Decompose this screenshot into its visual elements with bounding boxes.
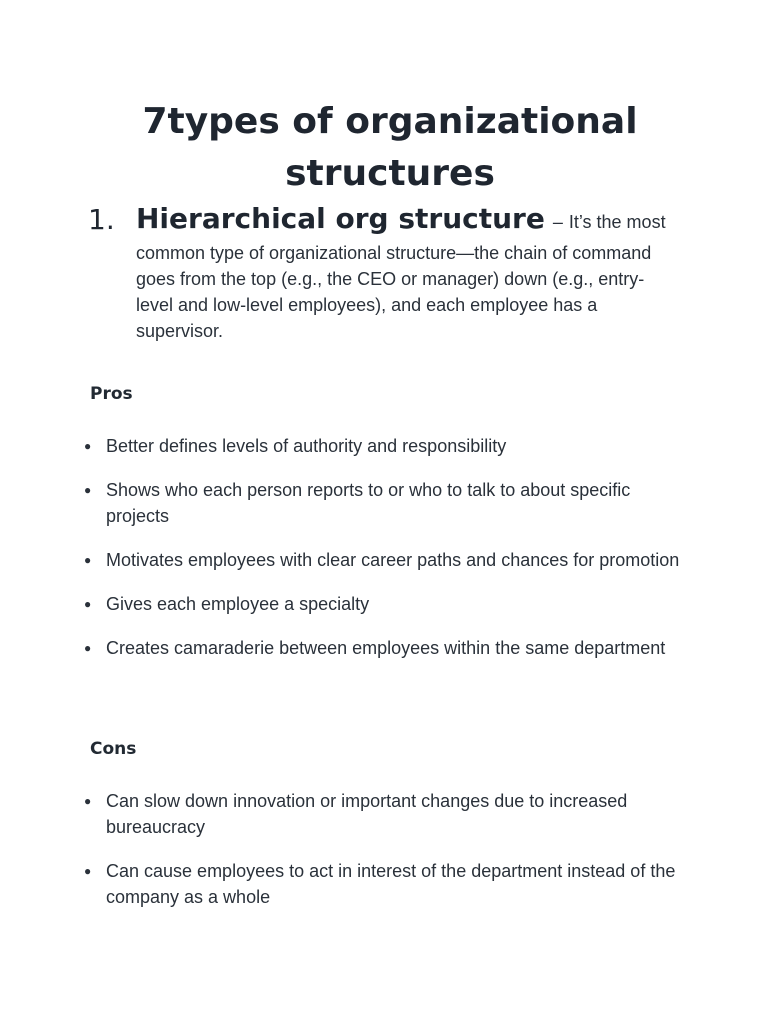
list-item-text: Better defines levels of authority and responsibility bbox=[106, 436, 507, 456]
bullet-icon: ● bbox=[84, 483, 92, 497]
section-body bbox=[136, 198, 676, 344]
bullet-icon: ● bbox=[84, 864, 92, 878]
section-heading: Hierarchical org structure bbox=[136, 202, 545, 235]
list-item-text: Gives each employee a specialty bbox=[106, 594, 370, 614]
bullet-icon: ● bbox=[84, 794, 92, 808]
pros-list bbox=[82, 433, 682, 679]
list-item bbox=[82, 635, 682, 661]
cons-list bbox=[82, 788, 682, 928]
list-item-text: Motivates employees with clear career paths and chances for promotion bbox=[106, 550, 680, 570]
list-item-text: Can slow down innovation or important changes due to increased bureaucracy bbox=[106, 791, 628, 837]
document-title: 7types of organizational structures bbox=[142, 101, 638, 194]
bullet-icon: ● bbox=[84, 439, 92, 453]
list-item bbox=[82, 858, 682, 910]
heading-separator: – bbox=[552, 212, 563, 232]
list-item-text: Creates camaraderie between employees within the same department bbox=[106, 638, 666, 658]
cons-heading: Cons bbox=[90, 739, 137, 759]
list-item bbox=[82, 433, 682, 459]
list-item bbox=[82, 477, 682, 529]
pros-heading: Pros bbox=[90, 384, 133, 404]
bullet-icon: ● bbox=[84, 641, 92, 655]
section-description: It’s the most common type of organizational structure—the chain of command goes from the top (e.g., the CEO or manager) down (e.g., entry-level and low-level employees), and each employee has a supervisor. bbox=[136, 212, 666, 341]
list-item-text: Can cause employees to act in interest of the department instead of the company as a whole bbox=[106, 861, 676, 907]
list-item bbox=[82, 591, 682, 617]
bullet-icon: ● bbox=[84, 597, 92, 611]
section-number: 1. bbox=[88, 203, 115, 236]
bullet-icon: ● bbox=[84, 553, 92, 567]
list-item bbox=[82, 788, 682, 840]
list-item bbox=[82, 547, 682, 573]
list-item-text: Shows who each person reports to or who to talk to about specific projects bbox=[106, 480, 631, 526]
